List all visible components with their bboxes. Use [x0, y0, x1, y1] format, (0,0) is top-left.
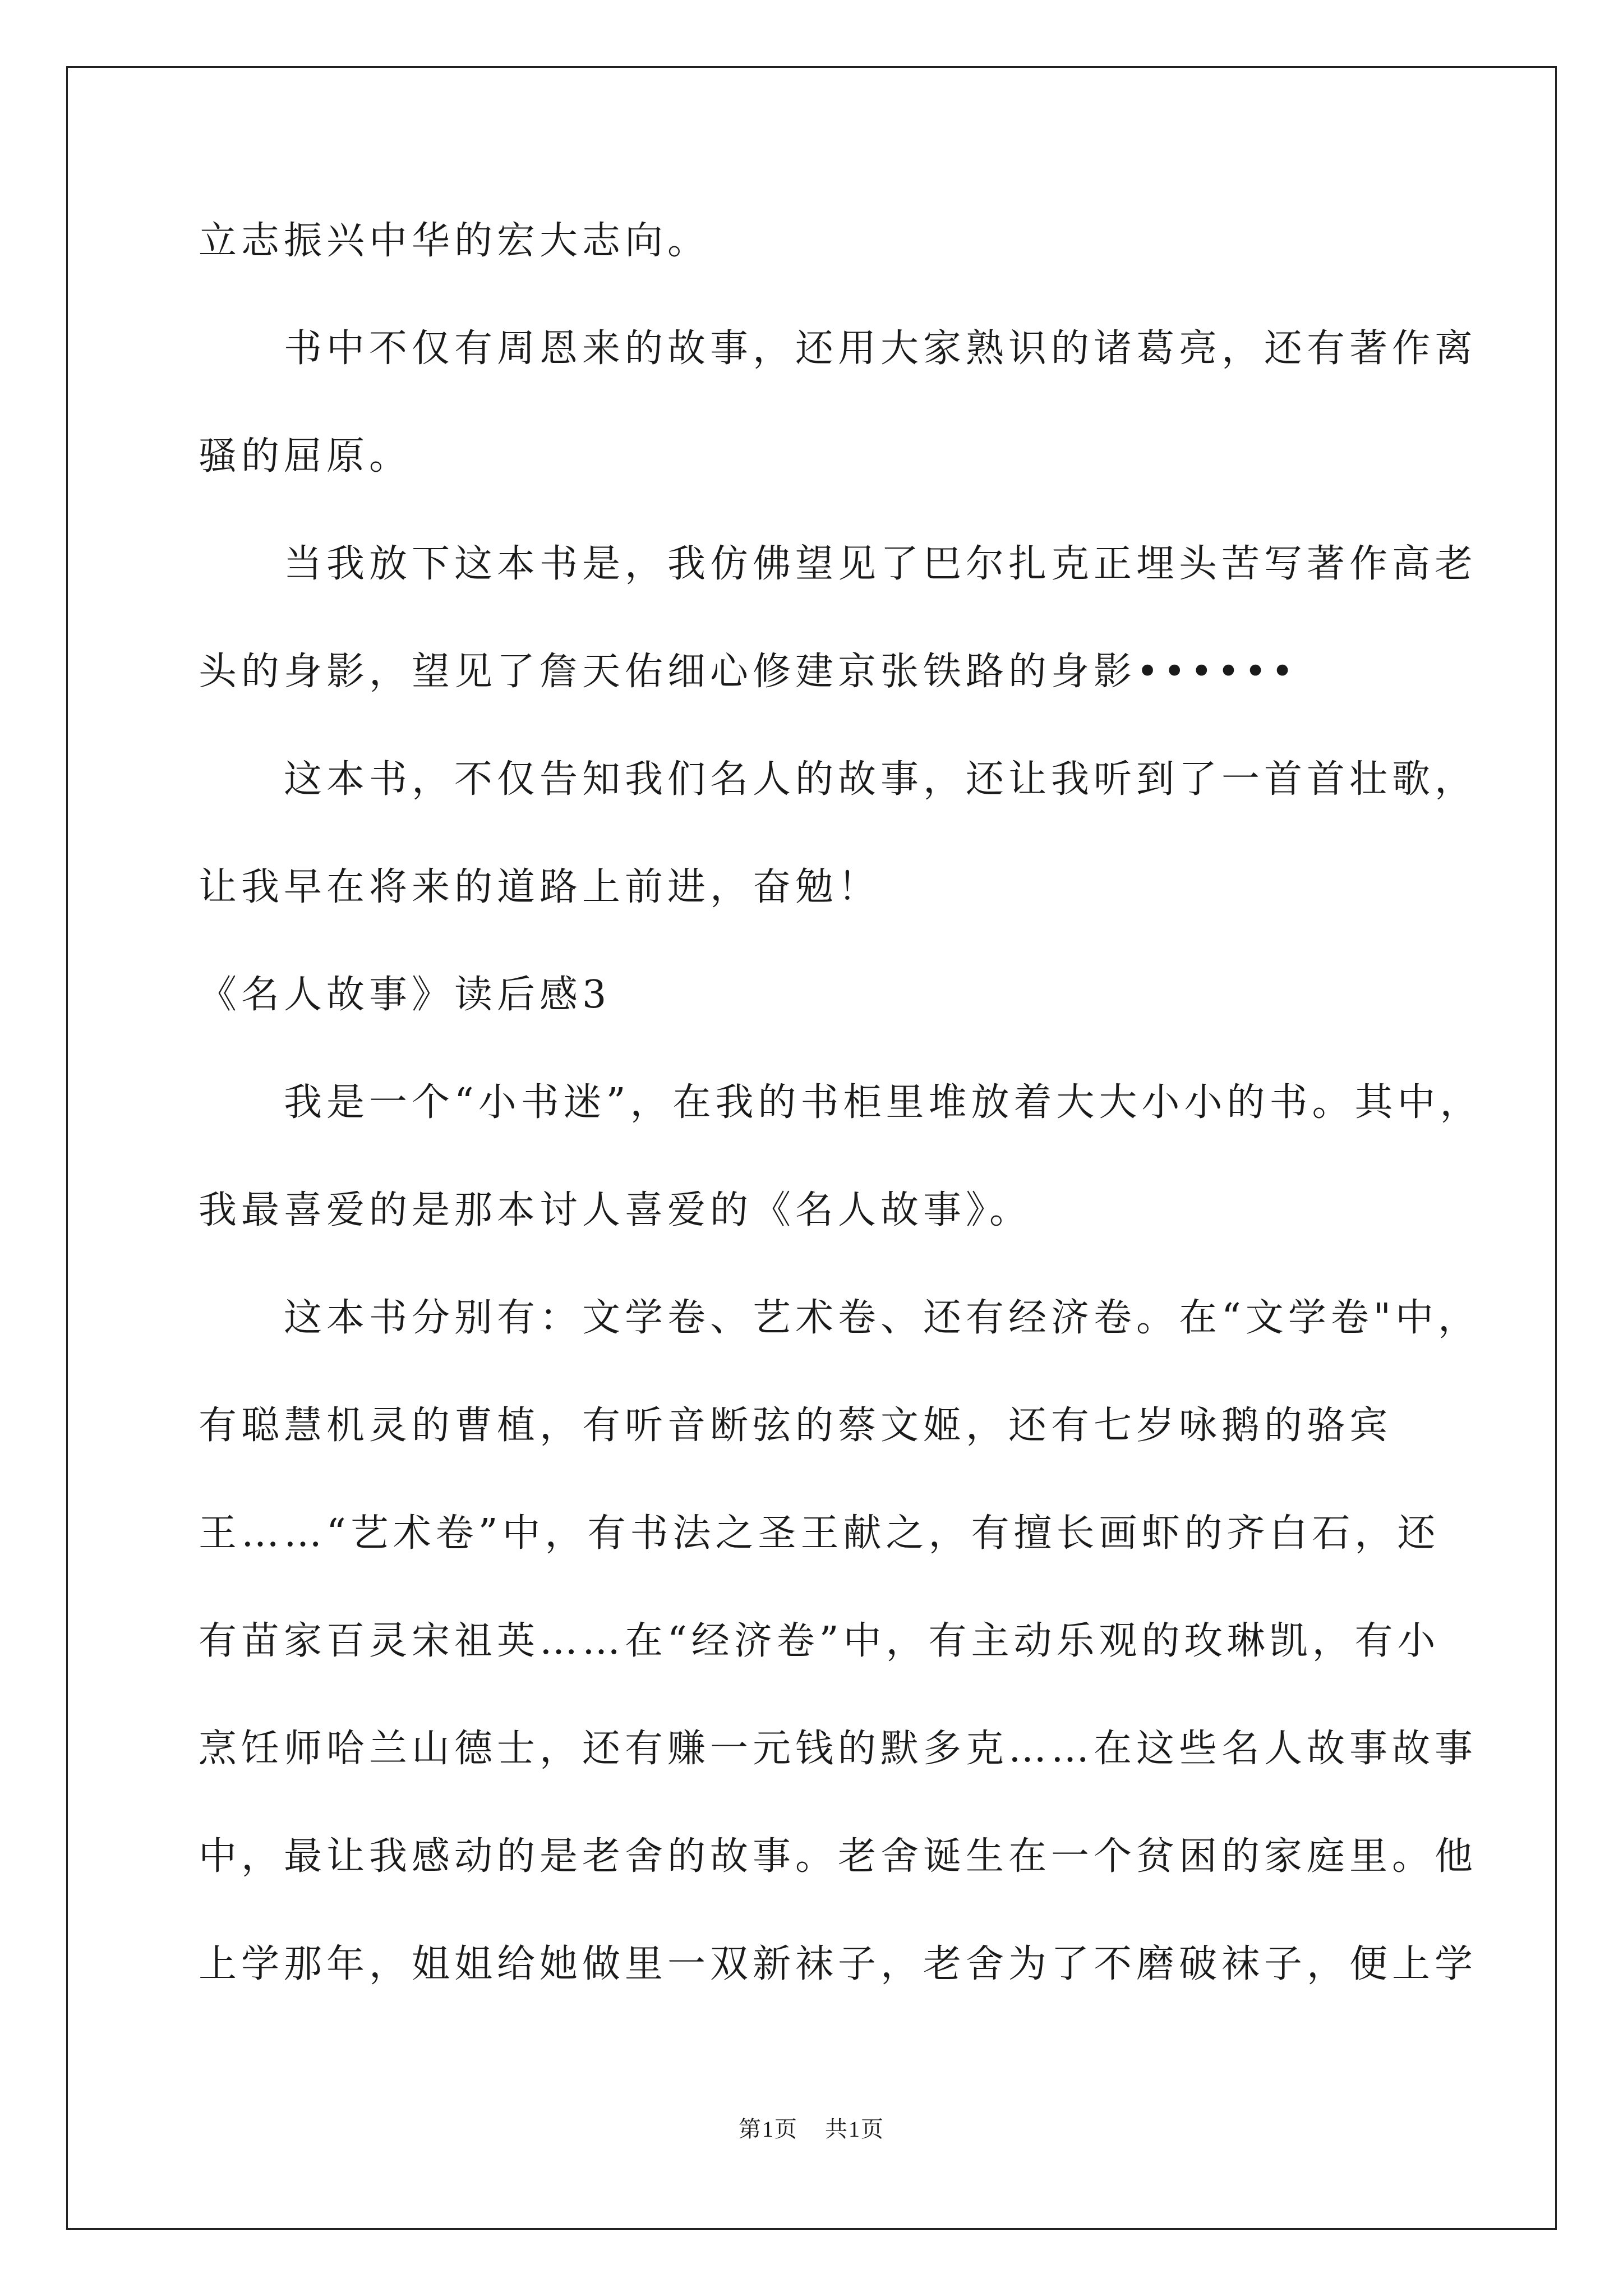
text-line: 头的身影，望见了詹天佑细心修建京张铁路的身影••••••: [199, 650, 1298, 694]
text-line: 上学那年，姐姐给她做里一双新袜子，老舍为了不磨破袜子，便上学: [199, 1942, 1478, 1986]
text-line: 骚的屈原。: [199, 434, 412, 478]
text-line: 王……“艺术卷”中，有书法之圣王献之，有擅长画虾的齐白石，还: [199, 1511, 1440, 1556]
text-line: 立志振兴中华的宏大志向。: [199, 219, 711, 263]
text-line: 我最喜爱的是那本讨人喜爱的《名人故事》。: [199, 1188, 1032, 1232]
text-line: 烹饪师哈兰山德士，还有赚一元钱的默多克……在这些名人故事故事: [199, 1727, 1478, 1771]
paragraph-start-line: 书中不仅有周恩来的故事，还用大家熟识的诸葛亮，还有著作离: [284, 326, 1478, 371]
paragraph-start-line: 这本书分别有：文学卷、艺术卷、还有经济卷。在“文学卷"中，: [284, 1296, 1481, 1340]
section-heading: 《名人故事》读后感3: [199, 973, 611, 1017]
page-border: [66, 66, 1557, 2230]
text-line: 有苗家百灵宋祖英……在“经济卷”中，有主动乐观的玫琳凯，有小: [199, 1619, 1440, 1663]
page-number-footer: 第1页 共1页: [739, 2116, 884, 2142]
paragraph-start-line: 这本书，不仅告知我们名人的故事，还让我听到了一首首壮歌，: [284, 757, 1478, 802]
paragraph-start-line: 当我放下这本书是，我仿佛望见了巴尔扎克正埋头苦写著作高老: [284, 542, 1478, 586]
paragraph-start-line: 我是一个“小书迷”，在我的书柜里堆放着大大小小的书。其中，: [284, 1080, 1483, 1125]
text-line: 中，最让我感动的是老舍的故事。老舍诞生在一个贫困的家庭里。他: [199, 1834, 1478, 1879]
text-line: 有聪慧机灵的曹植，有听音断弦的蔡文姬，还有七岁咏鹅的骆宾: [199, 1404, 1393, 1448]
text-line: 让我早在将来的道路上前进，奋勉！: [199, 865, 881, 909]
